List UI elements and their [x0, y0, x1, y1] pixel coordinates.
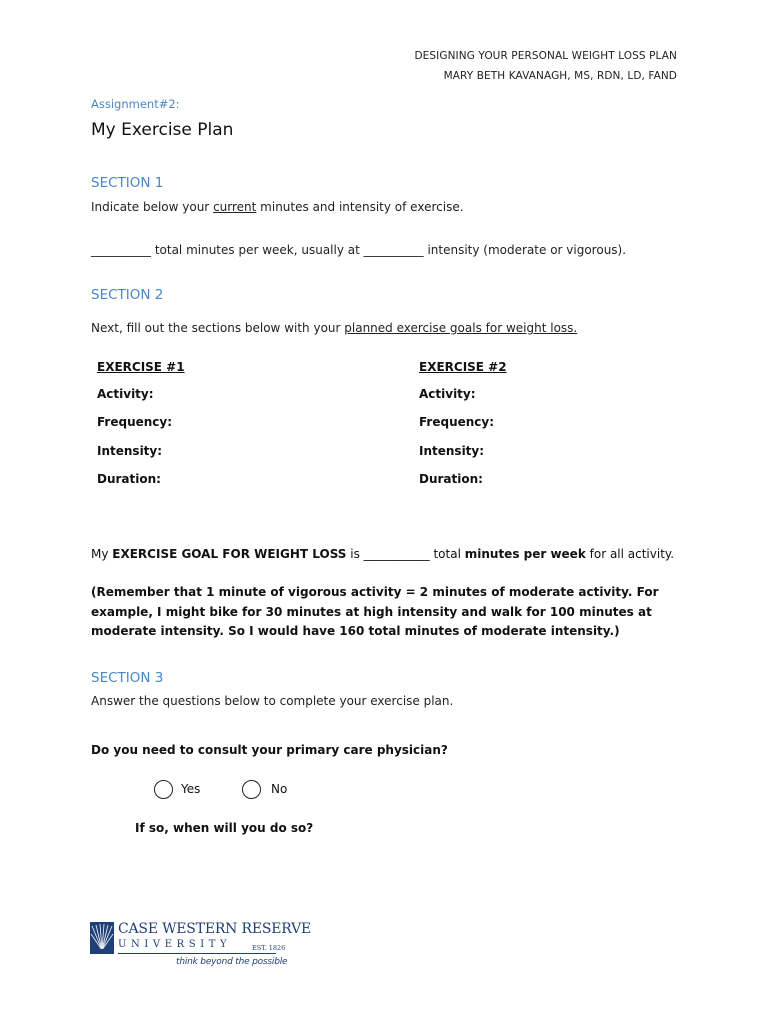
logo-tagline: think beyond the possible — [176, 957, 288, 967]
section-2-heading: SECTION 2 — [91, 287, 164, 303]
university-logo — [90, 919, 312, 974]
goal-text: total — [429, 547, 465, 561]
section-1-instruction — [91, 200, 464, 214]
physician-question: Do you need to consult your primary care physician? — [91, 743, 448, 757]
fill-text: total minutes per week, usually at — [151, 243, 364, 257]
goal-text: for all activity. — [585, 547, 675, 561]
radio-yes-label: Yes — [181, 782, 201, 796]
section-3-instruction: Answer the questions below to complete your exercise plan. — [91, 694, 454, 708]
radio-yes[interactable] — [154, 780, 173, 799]
logo-university: UNIVERSITY — [118, 939, 232, 950]
exercise-1-activity-field[interactable]: Activity: — [97, 387, 154, 401]
radio-no-label: No — [271, 782, 288, 796]
current-exercise-fill-line — [91, 243, 626, 257]
section-1-heading: SECTION 1 — [91, 175, 164, 191]
instruction-text: minutes and intensity of exercise. — [256, 200, 464, 214]
goal-text: My — [91, 547, 113, 561]
section-3-heading: SECTION 3 — [91, 670, 164, 686]
goal-minutes-blank[interactable]: ___________ — [363, 547, 430, 561]
radio-no[interactable] — [242, 780, 261, 799]
followup-question: If so, when will you do so? — [135, 821, 314, 835]
goal-emphasis: EXERCISE GOAL FOR WEIGHT LOSS — [112, 547, 347, 561]
conversion-note: (Remember that 1 minute of vigorous activity = 2 minutes of moderate activity. For example, I might bike for 30 minutes at high intensity and walk for 100 minutes at moderate intensity. So I would have 160 total minutes of moderate intensity.) — [91, 585, 659, 638]
goal-text: is — [346, 547, 364, 561]
exercise-1-duration-field[interactable]: Duration: — [97, 472, 161, 486]
instruction-text: Next, fill out the sections below with your — [91, 321, 345, 335]
fill-text: intensity (moderate or vigorous). — [423, 243, 627, 257]
current-minutes-blank[interactable]: __________ — [91, 243, 151, 257]
exercise-2-title: EXERCISE #2 — [419, 360, 507, 374]
exercise-goal-line — [91, 547, 674, 561]
logo-divider — [118, 953, 276, 954]
instruction-emphasis: current — [213, 200, 257, 214]
instruction-text: Indicate below your — [91, 200, 214, 214]
assignment-label: Assignment#2: — [91, 97, 180, 111]
instruction-emphasis: planned exercise goals for weight loss. — [344, 321, 578, 335]
section-2-instruction — [91, 321, 577, 335]
page-title: My Exercise Plan — [91, 120, 234, 140]
exercise-1-frequency-field[interactable]: Frequency: — [97, 415, 173, 429]
header-author: MARY BETH KAVANAGH, MS, RDN, LD, FAND — [443, 70, 677, 82]
exercise-2-intensity-field[interactable]: Intensity: — [419, 444, 485, 458]
logo-wordmark: CASE WESTERN RESERVE — [118, 921, 312, 937]
exercise-1-intensity-field[interactable]: Intensity: — [97, 444, 163, 458]
exercise-2-frequency-field[interactable]: Frequency: — [419, 415, 495, 429]
sunburst-icon — [90, 922, 114, 954]
goal-emphasis: minutes per week — [464, 547, 586, 561]
logo-established: EST. 1826 — [252, 944, 286, 952]
current-intensity-blank[interactable]: __________ — [363, 243, 424, 257]
exercise-2-activity-field[interactable]: Activity: — [419, 387, 476, 401]
exercise-1-title: EXERCISE #1 — [97, 360, 185, 374]
exercise-2-duration-field[interactable]: Duration: — [419, 472, 483, 486]
header-course-title: DESIGNING YOUR PERSONAL WEIGHT LOSS PLAN — [414, 50, 677, 62]
